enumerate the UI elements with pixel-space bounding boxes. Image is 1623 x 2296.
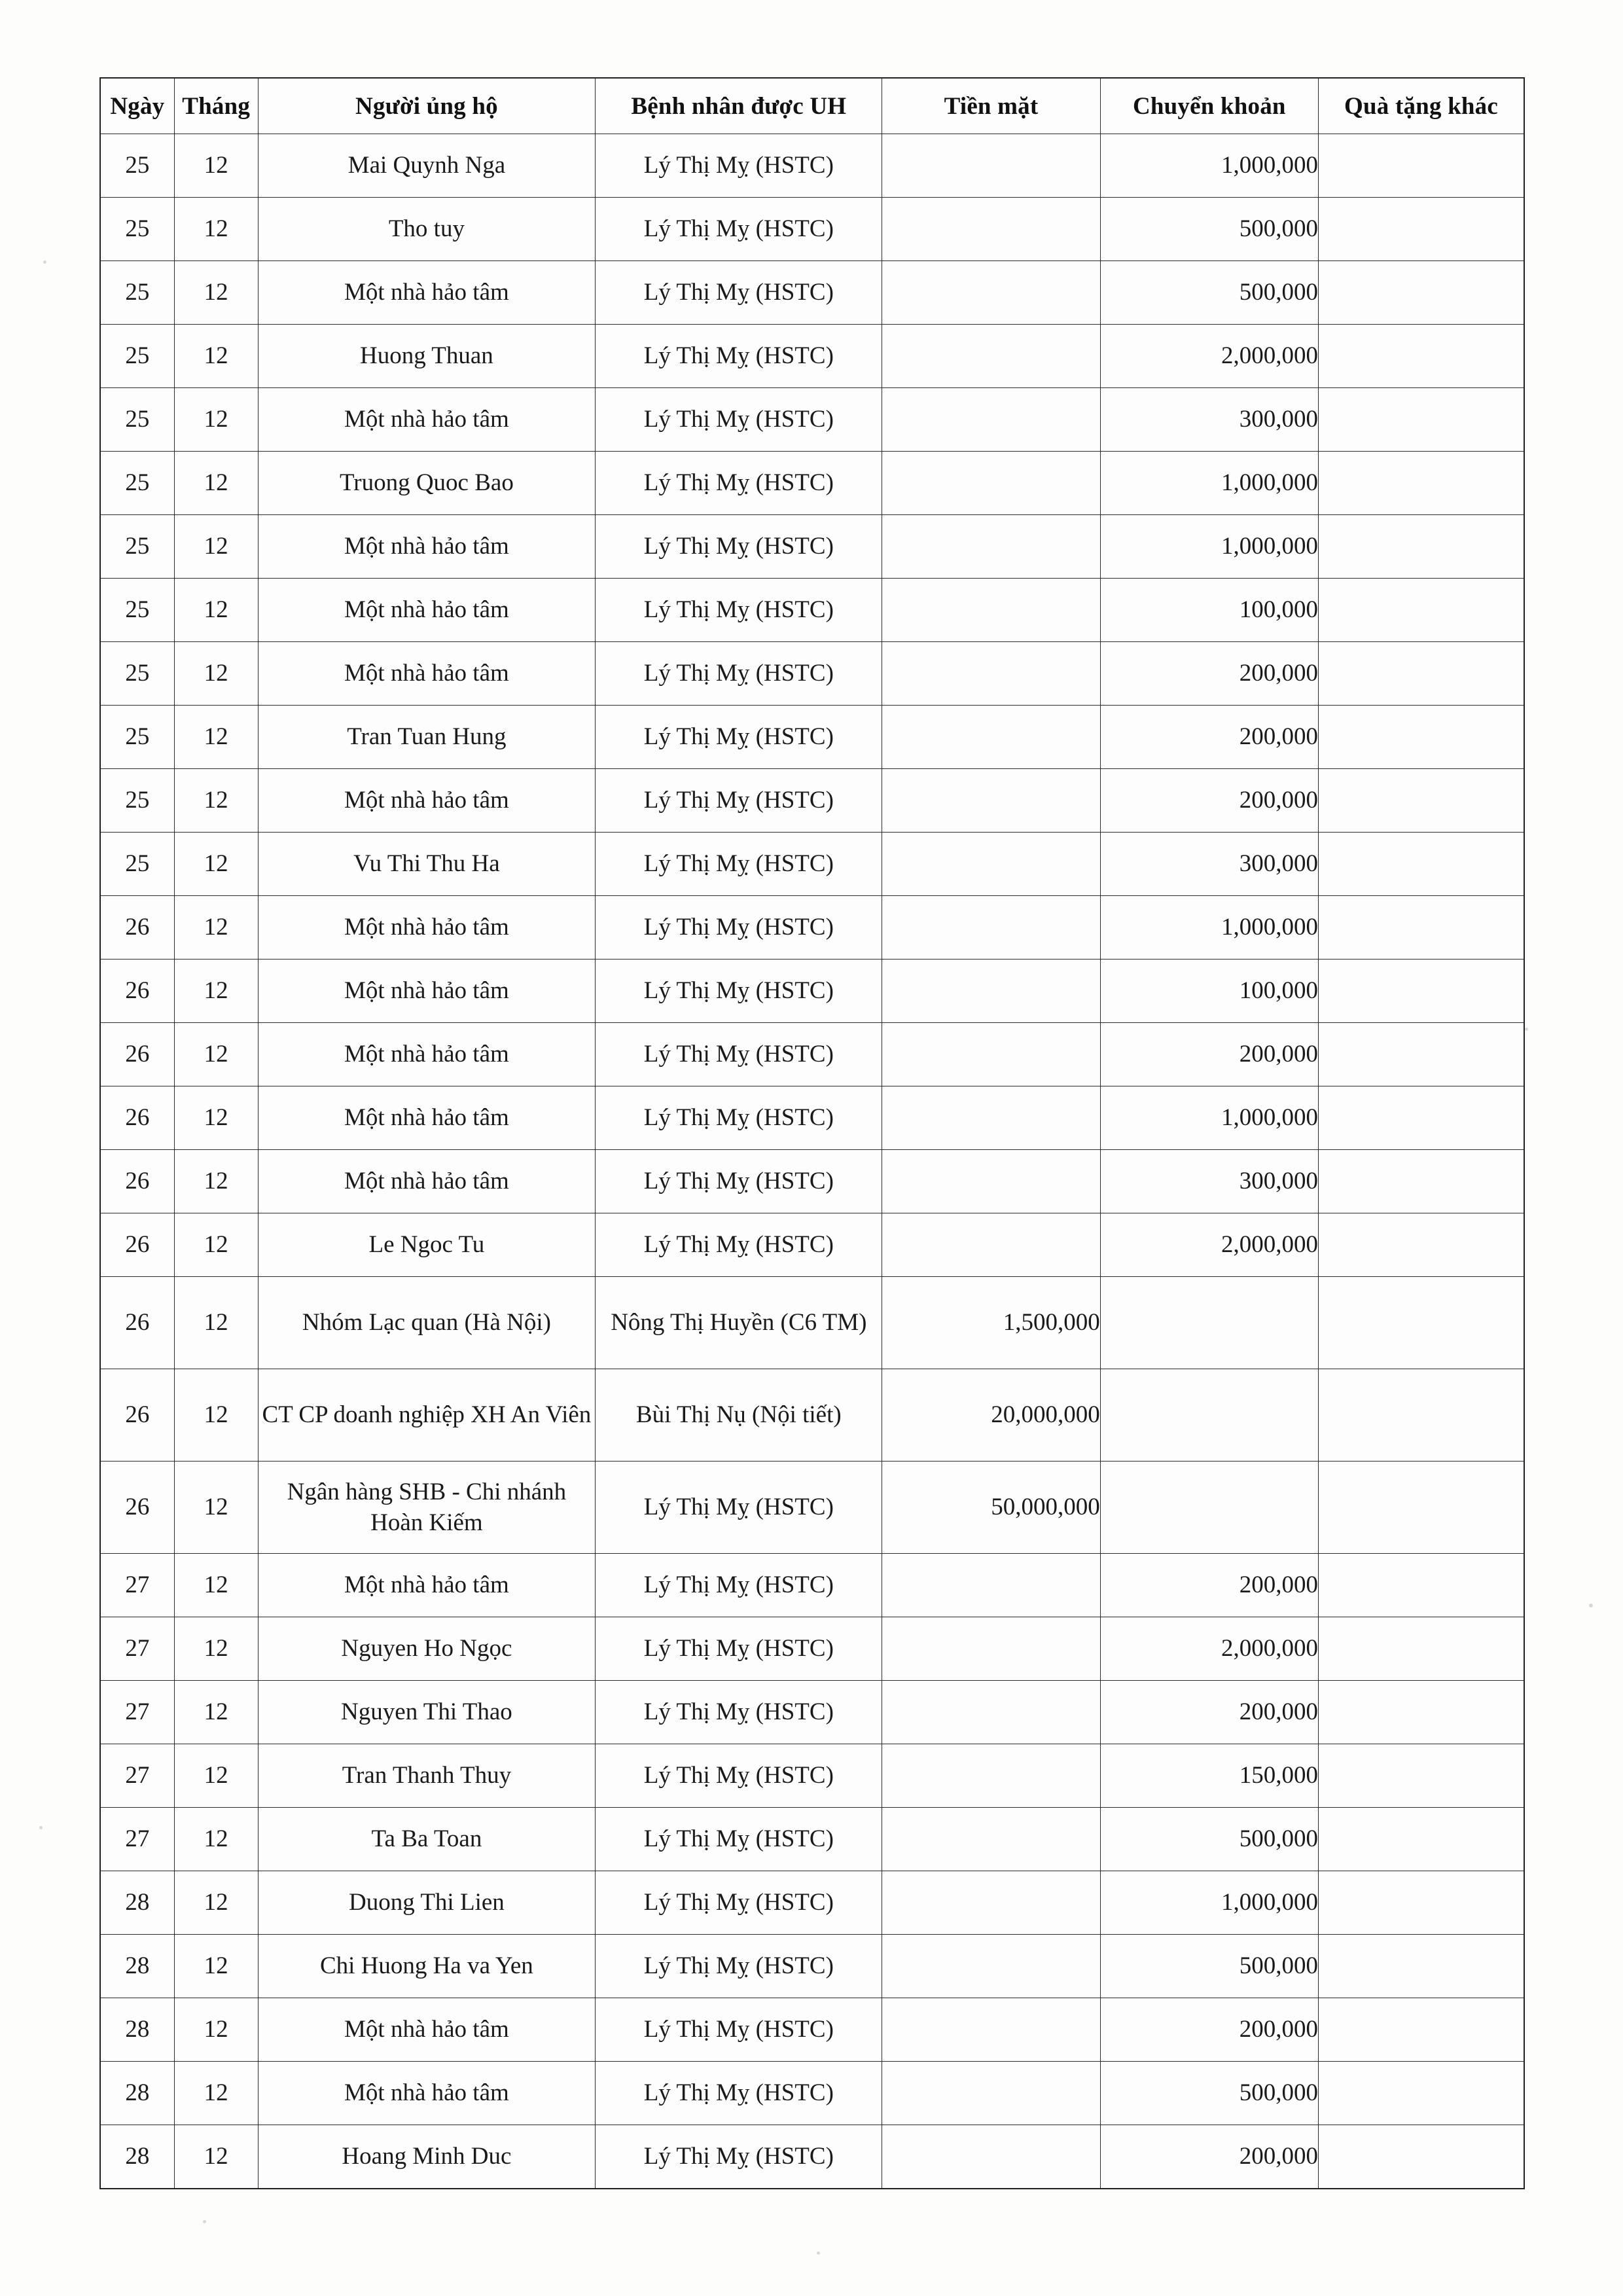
scan-speck bbox=[43, 260, 46, 264]
cell-day: 25 bbox=[100, 642, 174, 706]
cell-gift bbox=[1319, 1681, 1525, 1744]
cell-month: 12 bbox=[174, 1935, 258, 1998]
cell-cash bbox=[882, 579, 1100, 642]
cell-month: 12 bbox=[174, 2125, 258, 2189]
cell-transfer: 1,000,000 bbox=[1100, 896, 1318, 960]
cell-cash bbox=[882, 1023, 1100, 1086]
cell-patient: Lý Thị Mỵ (HSTC) bbox=[596, 1808, 882, 1871]
cell-patient: Lý Thị Mỵ (HSTC) bbox=[596, 452, 882, 515]
cell-cash bbox=[882, 1935, 1100, 1998]
cell-day: 26 bbox=[100, 1086, 174, 1150]
cell-cash bbox=[882, 1554, 1100, 1617]
cell-month: 12 bbox=[174, 896, 258, 960]
cell-day: 26 bbox=[100, 1369, 174, 1462]
cell-day: 26 bbox=[100, 960, 174, 1023]
cell-cash bbox=[882, 452, 1100, 515]
cell-month: 12 bbox=[174, 198, 258, 261]
cell-transfer: 200,000 bbox=[1100, 1023, 1318, 1086]
cell-month: 12 bbox=[174, 642, 258, 706]
cell-gift bbox=[1319, 1086, 1525, 1150]
cell-month: 12 bbox=[174, 1744, 258, 1808]
cell-donor: Một nhà hảo tâm bbox=[258, 261, 596, 325]
cell-day: 26 bbox=[100, 1213, 174, 1277]
table-row bbox=[100, 2062, 1524, 2125]
cell-patient: Lý Thị Mỵ (HSTC) bbox=[596, 896, 882, 960]
cell-donor: Tho tuy bbox=[258, 198, 596, 261]
cell-day: 27 bbox=[100, 1808, 174, 1871]
cell-month: 12 bbox=[174, 515, 258, 579]
table-row bbox=[100, 1871, 1524, 1935]
cell-donor: Vu Thi Thu Ha bbox=[258, 833, 596, 896]
cell-cash bbox=[882, 388, 1100, 452]
cell-month: 12 bbox=[174, 769, 258, 833]
cell-patient: Lý Thị Mỵ (HSTC) bbox=[596, 2062, 882, 2125]
cell-cash: 20,000,000 bbox=[882, 1369, 1100, 1462]
cell-transfer: 200,000 bbox=[1100, 1554, 1318, 1617]
cell-patient: Lý Thị Mỵ (HSTC) bbox=[596, 198, 882, 261]
cell-transfer: 500,000 bbox=[1100, 198, 1318, 261]
table-row bbox=[100, 1935, 1524, 1998]
table-row bbox=[100, 1617, 1524, 1681]
cell-gift bbox=[1319, 1935, 1525, 1998]
cell-donor: Tran Tuan Hung bbox=[258, 706, 596, 769]
cell-day: 27 bbox=[100, 1554, 174, 1617]
cell-day: 26 bbox=[100, 896, 174, 960]
scan-speck bbox=[39, 1826, 43, 1829]
cell-day: 25 bbox=[100, 769, 174, 833]
cell-gift bbox=[1319, 198, 1525, 261]
cell-transfer: 100,000 bbox=[1100, 960, 1318, 1023]
table-row bbox=[100, 769, 1524, 833]
cell-donor: Chi Huong Ha va Yen bbox=[258, 1935, 596, 1998]
table-row bbox=[100, 198, 1524, 261]
cell-cash bbox=[882, 1681, 1100, 1744]
cell-donor: Nhóm Lạc quan (Hà Nội) bbox=[258, 1277, 596, 1369]
cell-donor: CT CP doanh nghiệp XH An Viên bbox=[258, 1369, 596, 1462]
cell-transfer bbox=[1100, 1277, 1318, 1369]
cell-donor: Truong Quoc Bao bbox=[258, 452, 596, 515]
cell-gift bbox=[1319, 1998, 1525, 2062]
cell-donor: Hoang Minh Duc bbox=[258, 2125, 596, 2189]
cell-month: 12 bbox=[174, 1023, 258, 1086]
cell-patient: Nông Thị Huyền (C6 TM) bbox=[596, 1277, 882, 1369]
cell-patient: Lý Thị Mỵ (HSTC) bbox=[596, 1462, 882, 1554]
cell-gift bbox=[1319, 579, 1525, 642]
table-row bbox=[100, 2125, 1524, 2189]
cell-gift bbox=[1319, 452, 1525, 515]
table-row bbox=[100, 261, 1524, 325]
cell-cash bbox=[882, 769, 1100, 833]
cell-gift bbox=[1319, 960, 1525, 1023]
cell-gift bbox=[1319, 1808, 1525, 1871]
table-row bbox=[100, 1744, 1524, 1808]
cell-day: 26 bbox=[100, 1277, 174, 1369]
cell-gift bbox=[1319, 1744, 1525, 1808]
column-header-donor: Người ủng hộ bbox=[258, 78, 596, 134]
cell-cash bbox=[882, 1150, 1100, 1213]
cell-donor: Nguyen Thi Thao bbox=[258, 1681, 596, 1744]
cell-day: 25 bbox=[100, 706, 174, 769]
cell-transfer: 1,000,000 bbox=[1100, 1086, 1318, 1150]
cell-patient: Lý Thị Mỵ (HSTC) bbox=[596, 2125, 882, 2189]
cell-donor: Một nhà hảo tâm bbox=[258, 1998, 596, 2062]
cell-transfer: 1,000,000 bbox=[1100, 452, 1318, 515]
cell-donor: Một nhà hảo tâm bbox=[258, 960, 596, 1023]
cell-cash: 1,500,000 bbox=[882, 1277, 1100, 1369]
cell-cash bbox=[882, 1213, 1100, 1277]
cell-gift bbox=[1319, 515, 1525, 579]
cell-month: 12 bbox=[174, 2062, 258, 2125]
column-header-month: Tháng bbox=[174, 78, 258, 134]
table-row bbox=[100, 325, 1524, 388]
cell-month: 12 bbox=[174, 261, 258, 325]
cell-gift bbox=[1319, 1213, 1525, 1277]
cell-month: 12 bbox=[174, 1086, 258, 1150]
cell-gift bbox=[1319, 2062, 1525, 2125]
cell-transfer: 2,000,000 bbox=[1100, 325, 1318, 388]
cell-transfer: 200,000 bbox=[1100, 2125, 1318, 2189]
cell-day: 26 bbox=[100, 1462, 174, 1554]
cell-donor: Một nhà hảo tâm bbox=[258, 769, 596, 833]
cell-month: 12 bbox=[174, 1554, 258, 1617]
cell-transfer: 2,000,000 bbox=[1100, 1617, 1318, 1681]
cell-patient: Bùi Thị Nụ (Nội tiết) bbox=[596, 1369, 882, 1462]
cell-patient: Lý Thị Mỵ (HSTC) bbox=[596, 261, 882, 325]
cell-day: 27 bbox=[100, 1681, 174, 1744]
cell-patient: Lý Thị Mỵ (HSTC) bbox=[596, 1617, 882, 1681]
table-row bbox=[100, 1369, 1524, 1462]
cell-patient: Lý Thị Mỵ (HSTC) bbox=[596, 833, 882, 896]
cell-transfer: 300,000 bbox=[1100, 1150, 1318, 1213]
cell-gift bbox=[1319, 2125, 1525, 2189]
cell-day: 25 bbox=[100, 515, 174, 579]
cell-gift bbox=[1319, 642, 1525, 706]
table-header bbox=[100, 78, 1524, 134]
cell-month: 12 bbox=[174, 1462, 258, 1554]
cell-transfer: 500,000 bbox=[1100, 1808, 1318, 1871]
table-row bbox=[100, 960, 1524, 1023]
cell-transfer: 200,000 bbox=[1100, 1998, 1318, 2062]
cell-donor: Huong Thuan bbox=[258, 325, 596, 388]
cell-cash: 50,000,000 bbox=[882, 1462, 1100, 1554]
donation-table-container bbox=[99, 77, 1525, 2189]
cell-day: 25 bbox=[100, 261, 174, 325]
cell-day: 26 bbox=[100, 1150, 174, 1213]
cell-cash bbox=[882, 2125, 1100, 2189]
cell-patient: Lý Thị Mỵ (HSTC) bbox=[596, 1213, 882, 1277]
cell-month: 12 bbox=[174, 960, 258, 1023]
cell-cash bbox=[882, 261, 1100, 325]
cell-day: 27 bbox=[100, 1617, 174, 1681]
cell-gift bbox=[1319, 1150, 1525, 1213]
cell-month: 12 bbox=[174, 1369, 258, 1462]
cell-day: 28 bbox=[100, 1998, 174, 2062]
cell-cash bbox=[882, 134, 1100, 198]
cell-cash bbox=[882, 325, 1100, 388]
table-row bbox=[100, 1086, 1524, 1150]
cell-transfer: 300,000 bbox=[1100, 388, 1318, 452]
cell-cash bbox=[882, 1871, 1100, 1935]
cell-gift bbox=[1319, 1023, 1525, 1086]
cell-patient: Lý Thị Mỵ (HSTC) bbox=[596, 960, 882, 1023]
table-row bbox=[100, 1998, 1524, 2062]
column-header-patient: Bệnh nhân được UH bbox=[596, 78, 882, 134]
cell-gift bbox=[1319, 706, 1525, 769]
cell-donor: Một nhà hảo tâm bbox=[258, 579, 596, 642]
cell-donor: Một nhà hảo tâm bbox=[258, 2062, 596, 2125]
table-row bbox=[100, 579, 1524, 642]
cell-transfer bbox=[1100, 1462, 1318, 1554]
cell-gift bbox=[1319, 388, 1525, 452]
cell-month: 12 bbox=[174, 579, 258, 642]
table-row bbox=[100, 515, 1524, 579]
cell-day: 25 bbox=[100, 325, 174, 388]
cell-transfer: 200,000 bbox=[1100, 769, 1318, 833]
cell-month: 12 bbox=[174, 706, 258, 769]
cell-transfer: 1,000,000 bbox=[1100, 1871, 1318, 1935]
cell-cash bbox=[882, 1998, 1100, 2062]
cell-patient: Lý Thị Mỵ (HSTC) bbox=[596, 325, 882, 388]
cell-transfer bbox=[1100, 1369, 1318, 1462]
cell-month: 12 bbox=[174, 1998, 258, 2062]
cell-donor: Một nhà hảo tâm bbox=[258, 515, 596, 579]
cell-gift bbox=[1319, 1462, 1525, 1554]
cell-donor: Một nhà hảo tâm bbox=[258, 388, 596, 452]
table-body bbox=[100, 134, 1524, 2189]
table-row bbox=[100, 1023, 1524, 1086]
cell-cash bbox=[882, 2062, 1100, 2125]
cell-donor: Tran Thanh Thuy bbox=[258, 1744, 596, 1808]
cell-donor: Nguyen Ho Ngọc bbox=[258, 1617, 596, 1681]
cell-gift bbox=[1319, 261, 1525, 325]
cell-patient: Lý Thị Mỵ (HSTC) bbox=[596, 1681, 882, 1744]
cell-gift bbox=[1319, 1277, 1525, 1369]
table-row bbox=[100, 388, 1524, 452]
table-row bbox=[100, 706, 1524, 769]
cell-cash bbox=[882, 706, 1100, 769]
table-row bbox=[100, 1462, 1524, 1554]
cell-cash bbox=[882, 1808, 1100, 1871]
cell-transfer: 1,000,000 bbox=[1100, 134, 1318, 198]
cell-month: 12 bbox=[174, 833, 258, 896]
cell-day: 25 bbox=[100, 452, 174, 515]
cell-transfer: 100,000 bbox=[1100, 579, 1318, 642]
cell-gift bbox=[1319, 1617, 1525, 1681]
cell-transfer: 1,000,000 bbox=[1100, 515, 1318, 579]
cell-gift bbox=[1319, 1871, 1525, 1935]
cell-donor: Một nhà hảo tâm bbox=[258, 896, 596, 960]
cell-patient: Lý Thị Mỵ (HSTC) bbox=[596, 1744, 882, 1808]
table-header-row bbox=[100, 78, 1524, 134]
cell-gift bbox=[1319, 325, 1525, 388]
cell-day: 25 bbox=[100, 198, 174, 261]
column-header-cash: Tiền mặt bbox=[882, 78, 1100, 134]
cell-patient: Lý Thị Mỵ (HSTC) bbox=[596, 1998, 882, 2062]
cell-day: 28 bbox=[100, 1935, 174, 1998]
cell-cash bbox=[882, 198, 1100, 261]
donation-table bbox=[99, 77, 1525, 2189]
cell-transfer: 200,000 bbox=[1100, 642, 1318, 706]
column-header-day: Ngày bbox=[100, 78, 174, 134]
cell-gift bbox=[1319, 896, 1525, 960]
cell-patient: Lý Thị Mỵ (HSTC) bbox=[596, 1023, 882, 1086]
cell-patient: Lý Thị Mỵ (HSTC) bbox=[596, 706, 882, 769]
cell-cash bbox=[882, 642, 1100, 706]
cell-patient: Lý Thị Mỵ (HSTC) bbox=[596, 579, 882, 642]
cell-patient: Lý Thị Mỵ (HSTC) bbox=[596, 134, 882, 198]
cell-month: 12 bbox=[174, 1871, 258, 1935]
cell-patient: Lý Thị Mỵ (HSTC) bbox=[596, 388, 882, 452]
table-row bbox=[100, 1213, 1524, 1277]
cell-patient: Lý Thị Mỵ (HSTC) bbox=[596, 1871, 882, 1935]
cell-gift bbox=[1319, 833, 1525, 896]
table-row bbox=[100, 896, 1524, 960]
cell-day: 25 bbox=[100, 134, 174, 198]
cell-gift bbox=[1319, 1554, 1525, 1617]
cell-donor: Le Ngoc Tu bbox=[258, 1213, 596, 1277]
table-row bbox=[100, 1808, 1524, 1871]
table-row bbox=[100, 1150, 1524, 1213]
cell-donor: Ta Ba Toan bbox=[258, 1808, 596, 1871]
cell-month: 12 bbox=[174, 1617, 258, 1681]
column-header-transfer: Chuyển khoản bbox=[1100, 78, 1318, 134]
cell-transfer: 200,000 bbox=[1100, 706, 1318, 769]
table-row bbox=[100, 642, 1524, 706]
cell-month: 12 bbox=[174, 452, 258, 515]
cell-month: 12 bbox=[174, 1808, 258, 1871]
cell-donor: Một nhà hảo tâm bbox=[258, 642, 596, 706]
cell-transfer: 150,000 bbox=[1100, 1744, 1318, 1808]
cell-patient: Lý Thị Mỵ (HSTC) bbox=[596, 642, 882, 706]
cell-cash bbox=[882, 896, 1100, 960]
cell-gift bbox=[1319, 134, 1525, 198]
cell-donor: Một nhà hảo tâm bbox=[258, 1150, 596, 1213]
cell-donor: Mai Quynh Nga bbox=[258, 134, 596, 198]
table-row bbox=[100, 134, 1524, 198]
cell-patient: Lý Thị Mỵ (HSTC) bbox=[596, 515, 882, 579]
cell-patient: Lý Thị Mỵ (HSTC) bbox=[596, 1935, 882, 1998]
cell-donor: Một nhà hảo tâm bbox=[258, 1023, 596, 1086]
table-row bbox=[100, 833, 1524, 896]
cell-cash bbox=[882, 1617, 1100, 1681]
cell-day: 28 bbox=[100, 2062, 174, 2125]
cell-day: 28 bbox=[100, 2125, 174, 2189]
cell-month: 12 bbox=[174, 1681, 258, 1744]
cell-transfer: 2,000,000 bbox=[1100, 1213, 1318, 1277]
cell-gift bbox=[1319, 769, 1525, 833]
cell-patient: Lý Thị Mỵ (HSTC) bbox=[596, 1554, 882, 1617]
cell-cash bbox=[882, 1744, 1100, 1808]
table-row bbox=[100, 1554, 1524, 1617]
cell-month: 12 bbox=[174, 1213, 258, 1277]
cell-gift bbox=[1319, 1369, 1525, 1462]
cell-patient: Lý Thị Mỵ (HSTC) bbox=[596, 769, 882, 833]
scan-speck bbox=[203, 2220, 206, 2223]
cell-cash bbox=[882, 1086, 1100, 1150]
cell-day: 27 bbox=[100, 1744, 174, 1808]
cell-month: 12 bbox=[174, 325, 258, 388]
cell-transfer: 500,000 bbox=[1100, 1935, 1318, 1998]
cell-day: 25 bbox=[100, 579, 174, 642]
cell-cash bbox=[882, 833, 1100, 896]
table-row bbox=[100, 1681, 1524, 1744]
cell-day: 26 bbox=[100, 1023, 174, 1086]
cell-transfer: 200,000 bbox=[1100, 1681, 1318, 1744]
scan-speck bbox=[817, 2251, 820, 2255]
column-header-gift: Quà tặng khác bbox=[1319, 78, 1525, 134]
cell-month: 12 bbox=[174, 1150, 258, 1213]
cell-month: 12 bbox=[174, 388, 258, 452]
cell-transfer: 500,000 bbox=[1100, 2062, 1318, 2125]
cell-day: 28 bbox=[100, 1871, 174, 1935]
cell-patient: Lý Thị Mỵ (HSTC) bbox=[596, 1150, 882, 1213]
cell-patient: Lý Thị Mỵ (HSTC) bbox=[596, 1086, 882, 1150]
cell-day: 25 bbox=[100, 388, 174, 452]
scan-speck bbox=[1525, 1028, 1528, 1031]
cell-month: 12 bbox=[174, 1277, 258, 1369]
table-row bbox=[100, 452, 1524, 515]
cell-transfer: 500,000 bbox=[1100, 261, 1318, 325]
cell-transfer: 300,000 bbox=[1100, 833, 1318, 896]
cell-donor: Một nhà hảo tâm bbox=[258, 1086, 596, 1150]
cell-month: 12 bbox=[174, 134, 258, 198]
cell-cash bbox=[882, 515, 1100, 579]
table-row bbox=[100, 1277, 1524, 1369]
scan-speck bbox=[1589, 1604, 1593, 1607]
cell-donor: Một nhà hảo tâm bbox=[258, 1554, 596, 1617]
cell-donor: Duong Thi Lien bbox=[258, 1871, 596, 1935]
cell-day: 25 bbox=[100, 833, 174, 896]
cell-cash bbox=[882, 960, 1100, 1023]
cell-donor: Ngân hàng SHB - Chi nhánh Hoàn Kiếm bbox=[258, 1462, 596, 1554]
